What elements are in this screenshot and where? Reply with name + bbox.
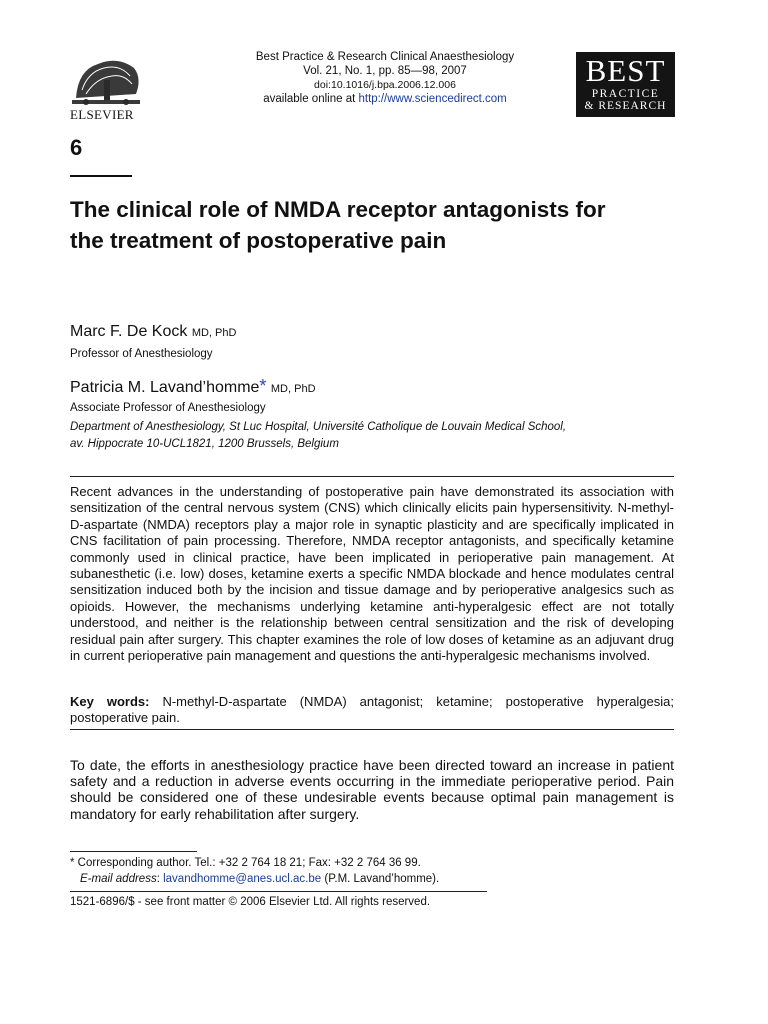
author-2-role: Associate Professor of Anesthesiology [70,402,266,414]
email-sep: : [156,873,164,885]
email-label: E-mail address [80,873,157,885]
keywords-label: Key words: [70,694,150,709]
chapter-number: 6 [70,135,83,160]
logo-practice: PRACTICE [591,88,660,100]
author-2 [70,376,316,397]
copyright-line: 1521-6896/$ - see front matter © 2006 Elsevier Ltd. All rights reserved. [70,896,431,908]
best-practice-logo [576,52,675,117]
author-2-name: Patricia M. Lavand’homme [70,379,260,396]
keywords [70,694,674,727]
affiliation-line-2: av. Hippocrate 10-UCL1821, 1200 Brussels, Belgium [70,438,339,450]
abstract-rule-top [70,476,674,477]
journal-volume: Vol. 21, No. 1, pp. 85—98, 2007 [303,65,467,77]
footnote-rule [70,851,197,852]
journal-doi: doi:10.1016/j.bpa.2006.12.006 [314,79,456,91]
article-title: The clinical role of NMDA receptor antagonists for the treatment of postoperative pain [70,197,606,253]
abstract: Recent advances in the understanding of postoperative pain have demonstrated its association with sensitization of the central nervous system (CNS) which clinically elicits pain hypersensitivity. N-methyl-D-aspartate (NMDA) receptors play a major role in synaptic plasticity and are specifically implicated in CNS facilitation of pain processing. Therefore, NMDA receptor antagonists, and specifically ketamine commonly used in clinical practice, have been implicated in perioperative pain management. At subanesthetic (i.e. low) doses, ketamine exerts a specific NMDA blockade and hence modulates central sensitization induced both by the incision and tissue damage and by perioperative analgesics such as opioids. However, the mechanisms underlying ketamine anti-hyperalgesic effect are not totally understood, and neither is the relationship between central sensitization and the risk of developing residual pain after surgery. This chapter examines the role of low doses of ketamine as an adjuvant drug in current perioperative pain management and questions the anti-hyperalgesic mechanisms involved. [70,484,674,664]
email-link[interactable]: lavandhomme@anes.ucl.ac.be [163,873,322,885]
email-footnote [80,873,439,885]
publisher-name: ELSEVIER [70,107,134,122]
body-paragraph: To date, the efforts in anesthesiology practice have been directed toward an increase in patient safety and a reduction in adverse events occurring in the immediate perioperative period. Pain should be considered one of these undesirable events because optimal pain management is mandatory for early rehabilitation after surgery. [70,757,674,822]
author-1-name: Marc F. De Kock [70,323,188,340]
email-suffix: (P.M. Lavand’homme). [321,873,440,885]
corresponding-footnote: * Corresponding author. Tel.: +32 2 764 18 21; Fax: +32 2 764 36 99. [70,857,421,869]
available-online [200,92,570,106]
chapter-rule [70,175,132,177]
sciencedirect-link[interactable]: http://www.sciencedirect.com [358,93,507,105]
logo-best: BEST [585,53,666,88]
author-1-degree: MD, PhD [191,327,237,339]
corresponding-marker[interactable]: * [259,376,267,396]
abstract-rule-bottom [70,729,674,730]
available-prefix: available online at [263,93,359,105]
copyright-rule [70,891,487,892]
keywords-text: N-methyl-D-aspartate (NMDA) antagonist; ketamine; postoperative hyperalgesia; postoperative pain. [70,694,675,726]
author-1-role: Professor of Anesthesiology [70,348,213,360]
affiliation-line-1: Department of Anesthesiology, St Luc Hospital, Université Catholique de Louvain Medical School, [70,421,567,433]
journal-info [200,50,570,106]
author-1 [70,323,236,341]
journal-title: Best Practice & Research Clinical Anaesthesiology [255,51,515,63]
logo-research: & RESEARCH [584,100,667,112]
author-2-degree: MD, PhD [270,383,316,395]
